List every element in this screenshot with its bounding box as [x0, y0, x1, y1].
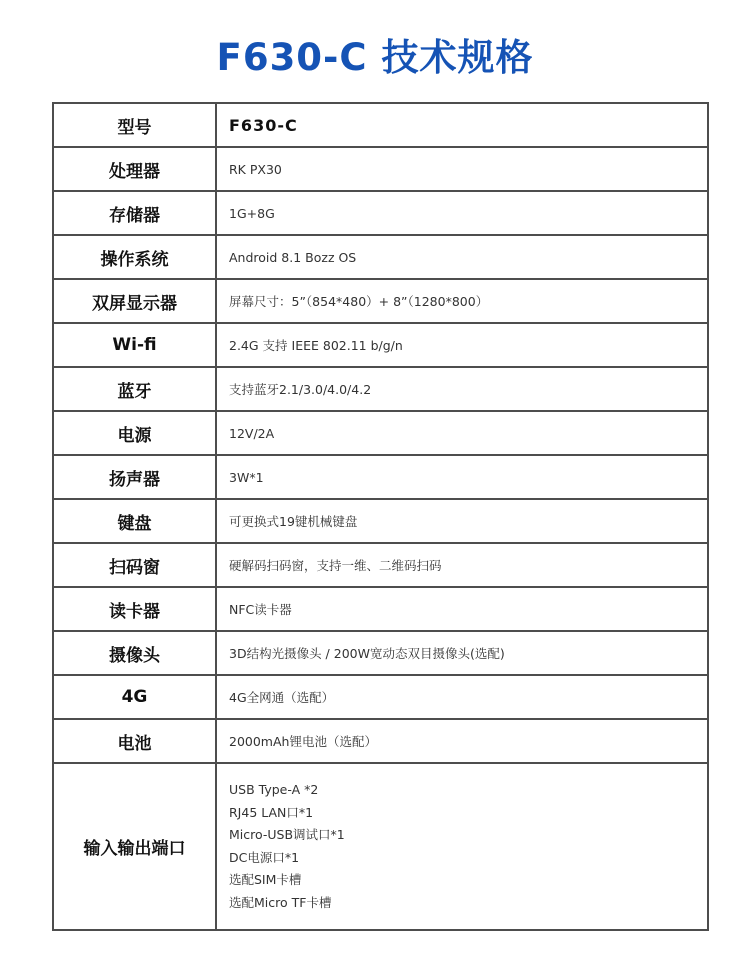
table-row: [53, 455, 708, 499]
spec-table: [52, 102, 709, 931]
spec-value-camera: 3D结构光摄像头 / 200W宽动态双目摄像头(选配): [216, 631, 708, 675]
spec-value-card-reader: NFC读卡器: [216, 587, 708, 631]
table-row: [53, 323, 708, 367]
spec-label-memory: 存储器: [53, 191, 216, 235]
spec-label-keyboard: 键盘: [53, 499, 216, 543]
table-row: [53, 235, 708, 279]
table-row: [53, 719, 708, 763]
spec-label-os: 操作系统: [53, 235, 216, 279]
table-row: [53, 191, 708, 235]
spec-value-scanner: 硬解码扫码窗，支持一维、二维码扫码: [216, 543, 708, 587]
spec-label-processor: 处理器: [53, 147, 216, 191]
table-row: [53, 587, 708, 631]
spec-label-card-reader: 读卡器: [53, 587, 216, 631]
table-row: [53, 763, 708, 930]
spec-label-display: 双屏显示器: [53, 279, 216, 323]
table-row: [53, 631, 708, 675]
port-item: Micro-USB调试口*1: [229, 827, 345, 842]
table-row: [53, 147, 708, 191]
spec-value-wifi: 2.4G 支持 IEEE 802.11 b/g/n: [216, 323, 708, 367]
spec-label-battery: 电池: [53, 719, 216, 763]
spec-value-processor: RK PX30: [216, 147, 708, 191]
port-item: DC电源口*1: [229, 849, 300, 865]
spec-value-memory: 1G+8G: [216, 191, 708, 235]
spec-label-power: 电源: [53, 411, 216, 455]
spec-label-bluetooth: 蓝牙: [53, 367, 216, 411]
spec-value-power: 12V/2A: [216, 411, 708, 455]
table-row: [53, 279, 708, 323]
table-row: [53, 675, 708, 719]
port-item: 选配Micro TF卡槽: [229, 894, 332, 910]
table-row: [53, 543, 708, 587]
port-item: 选配SIM卡槽: [229, 872, 302, 887]
table-row: [53, 367, 708, 411]
spec-value-display: 屏幕尺寸：5”（854*480）+ 8”（1280*800）: [216, 279, 708, 323]
spec-value-keyboard: 可更换式19键机械键盘: [216, 499, 708, 543]
spec-label-wifi: Wi-fi: [53, 323, 216, 367]
port-item: USB Type-A *2: [229, 782, 319, 797]
spec-label-camera: 摄像头: [53, 631, 216, 675]
spec-value-speaker: 3W*1: [216, 455, 708, 499]
table-row: [53, 411, 708, 455]
spec-value-ports: [216, 763, 708, 930]
spec-label-scanner: 扫码窗: [53, 543, 216, 587]
page-title: F630-C 技术规格: [216, 36, 534, 79]
spec-label-speaker: 扬声器: [53, 455, 216, 499]
spec-value-os: Android 8.1 Bozz OS: [216, 235, 708, 279]
spec-value-battery: 2000mAh锂电池（选配）: [216, 719, 708, 763]
spec-value-bluetooth: 支持蓝牙2.1/3.0/4.0/4.2: [216, 367, 708, 411]
table-row: [53, 103, 708, 147]
spec-value-4g: 4G全网通（选配）: [216, 675, 708, 719]
spec-label-4g: 4G: [53, 675, 216, 719]
table-row: [53, 499, 708, 543]
spec-value-model: F630-C: [216, 103, 708, 147]
spec-label-ports: 输入输出端口: [53, 763, 216, 930]
port-item: RJ45 LAN口*1: [229, 804, 314, 820]
spec-label-model: 型号: [53, 103, 216, 147]
